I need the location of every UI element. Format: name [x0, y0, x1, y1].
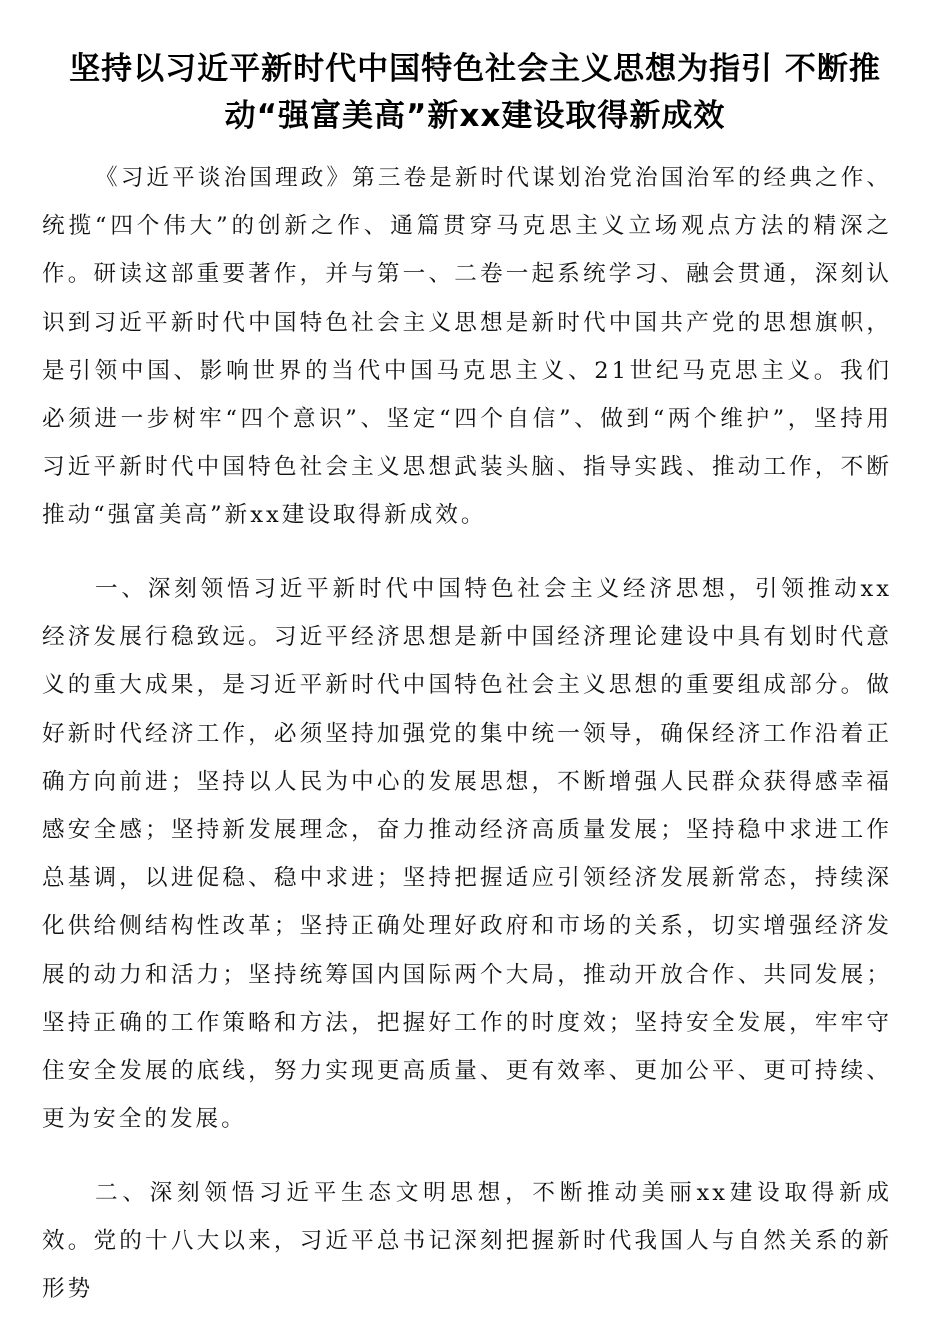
- document-title: 坚持以习近平新时代中国特色社会主义思想为指引 不断推动“强富美高”新xx建设取得新成效: [69, 51, 881, 134]
- paragraph-ecological-thought: 二、深刻领悟习近平生态文明思想，不断推动美丽xx建设取得新成效。党的十八大以来，习近平总书记深刻把握新时代我国人与自然关系的新形势: [42, 1180, 892, 1303]
- paragraph-intro: 《习近平谈治国理政》第三卷是新时代谋划治党治国治军的经典之作、统揽“四个伟大”的创新之作、通篇贯穿马克思主义立场观点方法的精深之作。研读这部重要著作，并与第一、二卷一起系统学习、融会贯通，深刻认识到习近平新时代中国特色社会主义思想是新时代中国共产党的思想旗帜，是引领中国、影响世界的当代中国马克思主义、21世纪马克思主义。我们必须进一步树牢“四个意识”、坚定“四个自信”、做到“两个维护”，坚持用习近平新时代中国特色社会主义思想武装头脑、指导实践、推动工作，不断推动“强富美高”新xx建设取得新成效。: [42, 165, 892, 529]
- paragraph-economic-thought: 一、深刻领悟习近平新时代中国特色社会主义经济思想，引领推动xx经济发展行稳致远。习近平经济思想是新中国经济理论建设中具有划时代意义的重大成果，是习近平新时代中国特色社会主义思想的重要组成部分。做好新时代经济工作，必须坚持加强党的集中统一领导，确保经济工作沿着正确方向前进；坚持以人民为中心的发展思想，不断增强人民群众获得感幸福感安全感；坚持新发展理念，奋力推动经济高质量发展；坚持稳中求进工作总基调，以进促稳、稳中求进；坚持把握适应引领经济发展新常态，持续深化供给侧结构性改革；坚持正确处理好政府和市场的关系，切实增强经济发展的动力和活力；坚持统筹国内国际两个大局，推动开放合作、共同发展；坚持正确的工作策略和方法，把握好工作的时度效；坚持安全发展，牢牢守住安全发展的底线，努力实现更高质量、更有效率、更加公平、更可持续、更为安全的发展。: [42, 576, 892, 1133]
